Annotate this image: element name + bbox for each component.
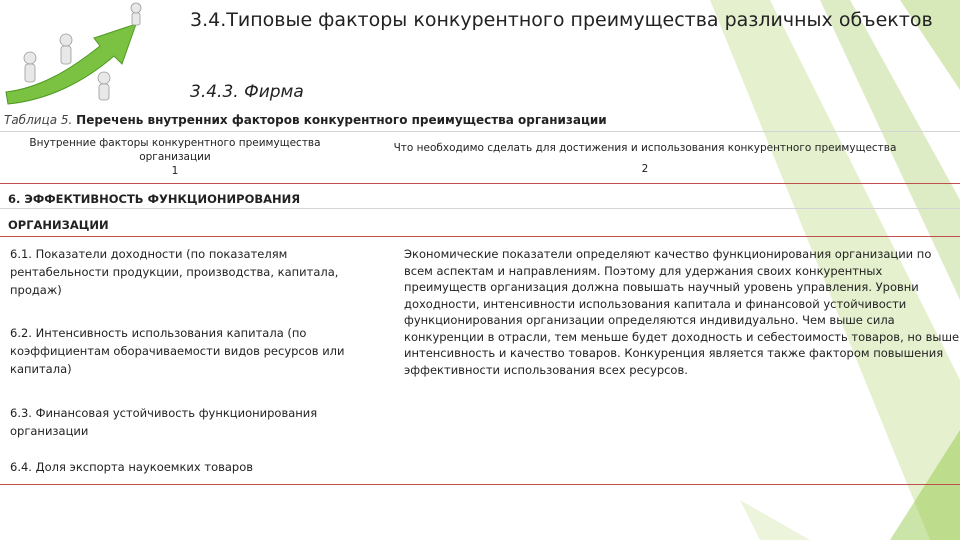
table-row: 6.2. Интенсивность использования капитала (по коэффициентам оборачиваемости видов ресурсов или капитала)	[10, 326, 345, 376]
table-top-rule	[0, 131, 960, 132]
actions-description: Экономические показатели определяют качество функционирования организации по всем аспектам и направлениям. Поэтому для удержания своих конкурентных преимуществ организация должна повышать научный уровень управления. Уровни доходности, интенсивности использования капитала и финансовой устойчивости функционирования организации определяются индивидуально. Чем выше сила конкуренции в отрасли, тем меньше будет доходность и себестоимость товаров, но выше интенсивность и качество товаров. Конкуренция является также фактором повышения эффективности использования всех ресурсов.	[404, 247, 960, 377]
column-number-2: 2	[641, 163, 649, 175]
table-caption	[4, 113, 607, 127]
column-header-actions-text: Что необходимо сделать для достижения и использования конкурентного преимущества	[393, 142, 897, 154]
table-row: 6.1. Показатели доходности (по показателям рентабельности продукции, производства, капитала, продаж)	[10, 247, 339, 297]
slide-subtitle: 3.4.3. Фирма	[190, 82, 304, 102]
section-heading-line1: 6. ЭФФЕКТИВНОСТЬ ФУНКЦИОНИРОВАНИЯ	[8, 192, 301, 206]
slide-title: 3.4.Типовые факторы конкурентного преимущества различных объектов	[190, 9, 933, 31]
table-row: 6.4. Доля экспорта наукоемких товаров	[10, 460, 254, 474]
growth-arrow-illustration	[0, 0, 160, 108]
column-number-1: 1	[171, 165, 179, 177]
header-rule	[0, 183, 960, 184]
table-bottom-rule	[0, 484, 960, 485]
table-caption-text: Перечень внутренних факторов конкурентного преимущества организации	[76, 113, 607, 127]
column-header-factors-text: Внутренние факторы конкурентного преимущества организации	[29, 137, 321, 163]
column-header-actions	[375, 141, 915, 176]
table-row: 6.3. Финансовая устойчивость функционирования организации	[10, 406, 318, 438]
section-heading-line2: ОРГАНИЗАЦИИ	[8, 218, 109, 232]
column-header-factors	[10, 136, 340, 178]
section-bottom-rule	[0, 236, 960, 237]
section-rule	[0, 208, 960, 209]
table-caption-label: Таблица 5.	[4, 113, 73, 127]
